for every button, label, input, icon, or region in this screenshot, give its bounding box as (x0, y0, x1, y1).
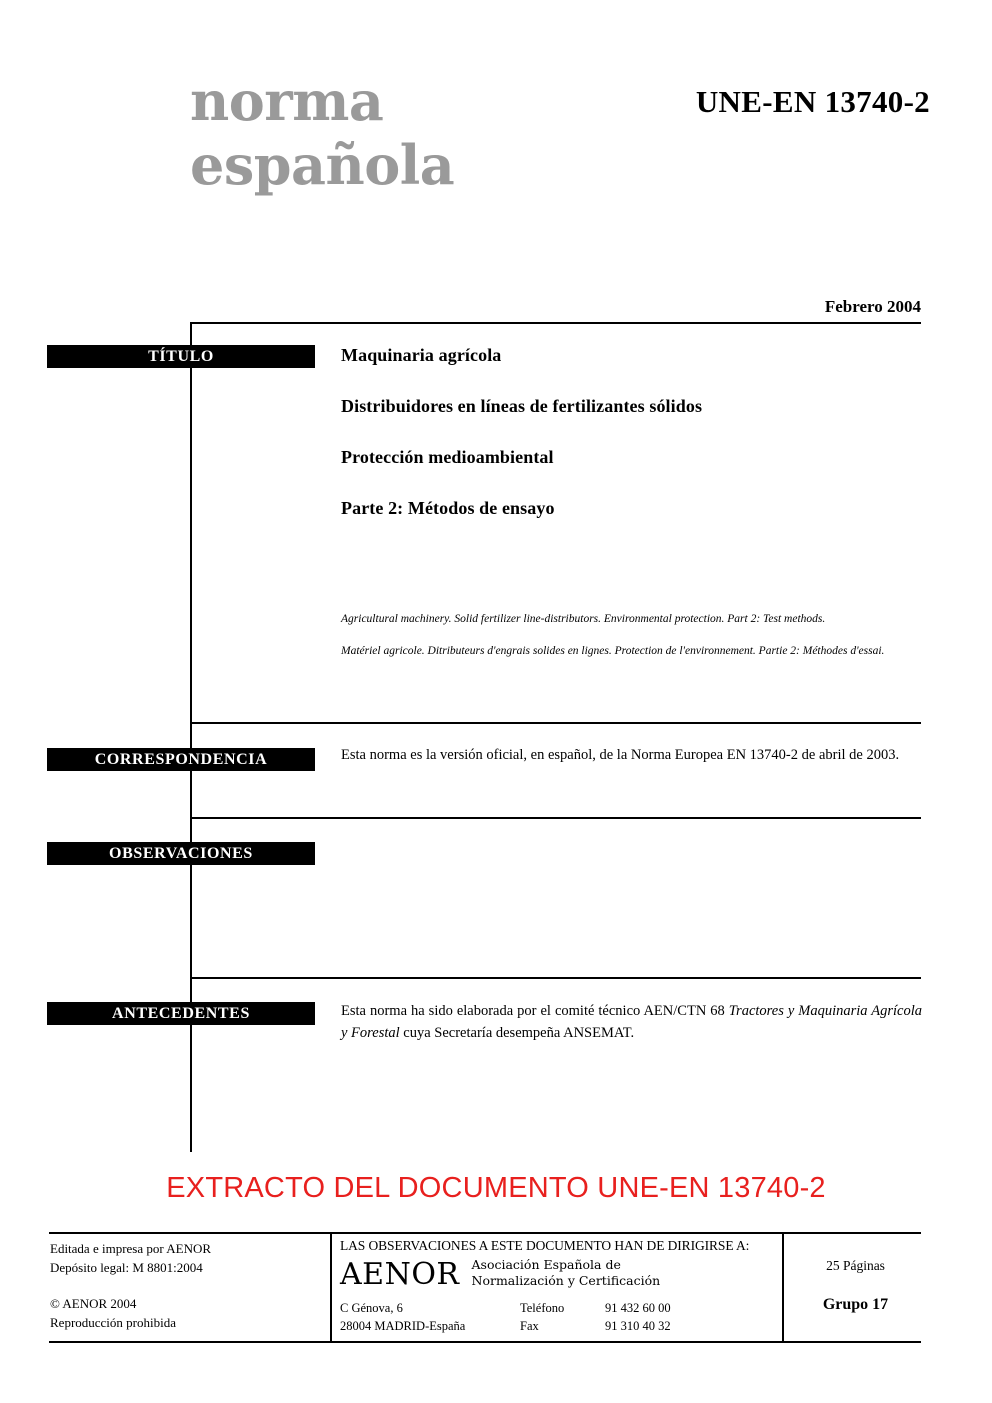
correspondencia-text: Esta norma es la versión oficial, en español, de la Norma Europea EN 13740-2 de abril de 2003. (341, 747, 900, 763)
title-line-2: Distribuidores en líneas de fertilizantes sólidos (341, 396, 703, 416)
title-line-1: Maquinaria agrícola (341, 345, 502, 365)
rule-top (190, 322, 921, 324)
footer-phone-number: 91 432 60 00 (605, 1301, 671, 1315)
footer-editor-line-2: Depósito legal: M 8801:2004 (50, 1259, 203, 1275)
brand-line-1: norma (190, 69, 384, 133)
footer-divider-left (330, 1232, 332, 1343)
footer-observations-notice: LAS OBSERVACIONES A ESTE DOCUMENTO HAN DE DIRIGIRSE A: (340, 1238, 750, 1253)
section-label-correspondencia: CORRESPONDENCIA (47, 748, 315, 771)
translated-titles (341, 612, 922, 659)
footer-fax-label: Fax (520, 1318, 539, 1333)
vrule-titulo (190, 322, 192, 722)
vrule-observaciones (190, 817, 192, 977)
footer-organization-block (340, 1238, 770, 1293)
extract-banner: EXTRACTO DEL DOCUMENTO UNE-EN 13740-2 (166, 1172, 826, 1204)
title-english: Agricultural machinery. Solid fertilizer line-distributors. Environmental protection. Part 2: Test methods. (341, 613, 826, 625)
footer-divider-right (782, 1232, 784, 1343)
issue-date: Febrero 2004 (824, 297, 921, 316)
footer-address (340, 1300, 520, 1335)
rule-after-observaciones (190, 977, 921, 979)
title-block (341, 345, 921, 519)
footer-fax-number: 91 310 40 32 (605, 1318, 671, 1333)
title-line-4: Parte 2: Métodos de ensayo (341, 498, 555, 518)
standard-code: UNE-EN 13740-2 (695, 84, 930, 119)
footer-reproduction-notice: Reproducción prohibida (50, 1314, 176, 1330)
antecedentes-text (341, 1000, 922, 1045)
title-french: Matériel agricole. Ditributeurs d'engrais solides en lignes. Protection de l'environnement. Partie 2: Méthodes d'essai. (341, 644, 885, 657)
footer-page-count: 25 Páginas (826, 1258, 885, 1273)
footer-phone-label: Teléfono (520, 1301, 565, 1315)
footer-contact-numbers (605, 1300, 715, 1335)
footer-logo-row (340, 1257, 770, 1293)
section-label-antecedentes: ANTECEDENTES (47, 1002, 315, 1025)
antecedentes-text-part1: Esta norma ha sido elaborada por el comité técnico AEN/CTN 68 (341, 1003, 729, 1019)
footer-editor-line-1: Editada e impresa por AENOR (50, 1241, 212, 1256)
footer-publisher-block (50, 1240, 330, 1332)
footer-copyright: © AENOR 2004 (50, 1295, 137, 1311)
footer-org-line-2: Normalización y Certificación (471, 1272, 661, 1288)
section-label-observaciones: OBSERVACIONES (47, 842, 315, 865)
title-line-3: Protección medioambiental (341, 447, 554, 467)
aenor-logo: AENOR (340, 1257, 460, 1293)
section-label-titulo: TÍTULO (47, 345, 315, 368)
footer-address-line-1: C Génova, 6 (340, 1301, 403, 1315)
footer-rule-bottom (49, 1341, 921, 1343)
footer-contact-labels (520, 1300, 605, 1335)
masthead (190, 70, 930, 197)
brand-line-2: española (190, 132, 455, 197)
footer-org-line-1: Asociación Española de (471, 1257, 621, 1272)
footer-address-line-2: 28004 MADRID-España (340, 1318, 466, 1333)
rule-after-titulo (190, 722, 921, 724)
antecedentes-text-part2: cuya Secretaría desempeña ANSEMAT. (399, 1025, 635, 1042)
footer-pages-block (790, 1258, 921, 1314)
footer-group: Grupo 17 (822, 1296, 889, 1313)
footer-organization-name (472, 1257, 661, 1290)
footer-contact-block (340, 1300, 770, 1335)
antecedentes-committee-name: Tractores y Maquinaria Agrícola y Forestal (341, 1003, 923, 1042)
rule-after-correspondencia (190, 817, 921, 819)
footer-rule-top (49, 1232, 921, 1234)
